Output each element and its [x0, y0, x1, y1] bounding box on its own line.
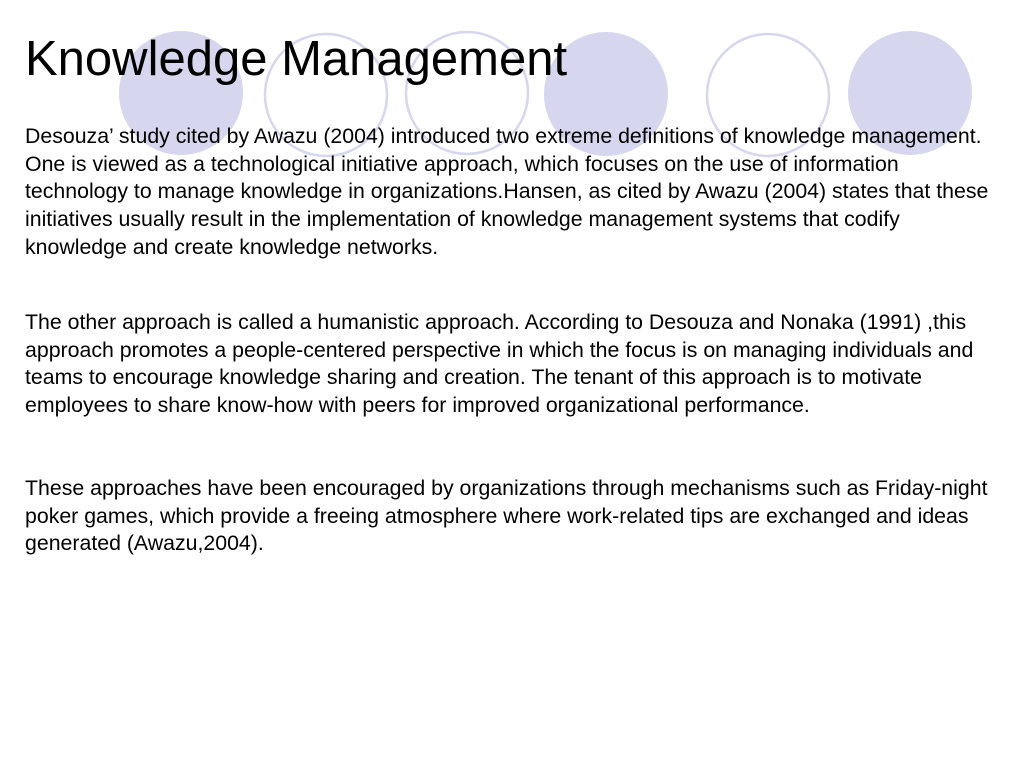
paragraph-humanistic-approach: The other approach is called a humanistic approach. According to Desouza and Nonaka (1991) ,this approach promotes a people-centered perspective in which the focus is on managing individuals and teams to encourage knowledge sharing and creation. The tenant of this approach is to motivate employees to share know-how with peers for improved organizational performance. [25, 310, 974, 418]
paragraph-technological-approach: Desouza’ study cited by Awazu (2004) introduced two extreme definitions of knowledge management. One is viewed as a technological initiative approach, which focuses on the use of information technology to manage knowledge in organizations.Hansen, as cited by Awazu (2004) states that these initiatives usually result in the implementation of knowledge management systems that codify knowledge and create knowledge networks. [25, 124, 989, 259]
slide-title: Knowledge Management [25, 32, 568, 86]
paragraph-mechanisms: These approaches have been encouraged by organizations through mechanisms such as Friday-night poker games, which provide a freeing atmosphere where work-related tips are exchanged and ideas generated (Awazu,2004). [25, 476, 988, 556]
